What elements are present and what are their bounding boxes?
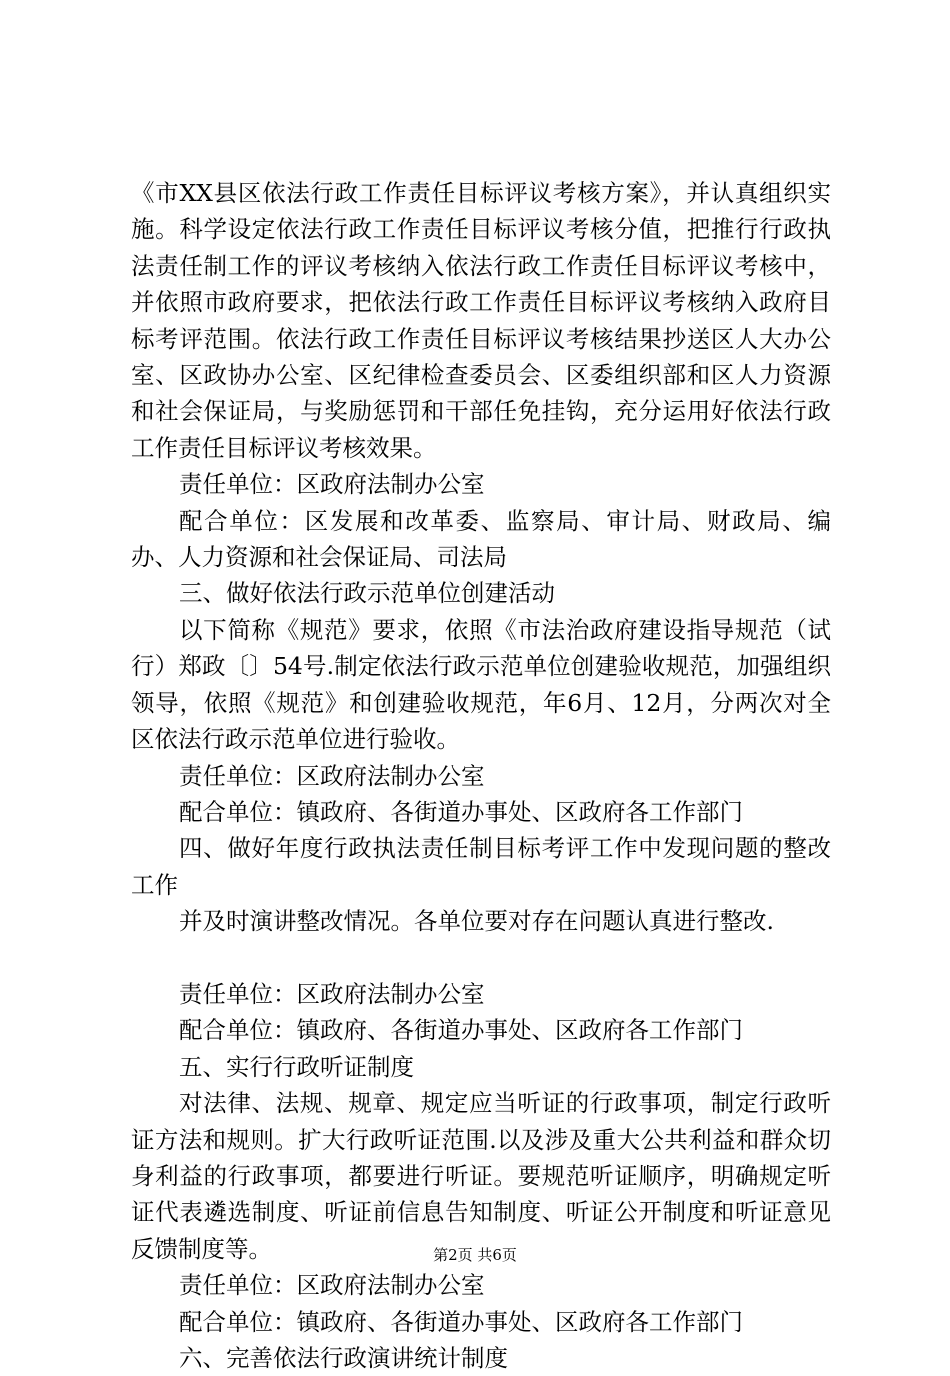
paragraph-demonstration-units: 以下简称《规范》要求，依照《市法治政府建设指导规范（试行）郑政〔〕54号.制定依法行政示范单位创建验收规范，加强组织领导，依照《规范》和创建验收规范，年6月、12月，分两次对全区依法行政示范单位进行验收。	[131, 615, 831, 754]
cooperating-units-3: 配合单位：镇政府、各街道办事处、区政府各工作部门	[179, 1016, 743, 1045]
responsible-unit-1: 责任单位：区政府法制办公室	[179, 470, 485, 499]
page-number-footer: 第2页 共6页	[433, 1246, 517, 1264]
section-heading-4: 四、做好年度行政执法责任制目标考评工作中发现问题的整改工作	[131, 834, 831, 899]
section-heading-5: 五、实行行政听证制度	[179, 1052, 414, 1081]
section-heading-3: 三、做好依法行政示范单位创建活动	[179, 579, 555, 608]
responsible-unit-3: 责任单位：区政府法制办公室	[179, 979, 485, 1008]
cooperating-units-2: 配合单位：镇政府、各街道办事处、区政府各工作部门	[179, 797, 743, 826]
responsible-unit-2: 责任单位：区政府法制办公室	[179, 761, 485, 790]
cooperating-units-1: 配合单位：区发展和改革委、监察局、审计局、财政局、编办、人力资源和社会保证局、司法局	[131, 506, 831, 572]
document-body	[131, 175, 831, 1376]
paragraph-hearing-system: 对法律、法规、规章、规定应当听证的行政事项，制定行政听证方法和规则。扩大行政听证范围.以及涉及重大公共利益和群众切身利益的行政事项，都要进行听证。要规范听证顺序，明确规定听证代表遴选制度、听证前信息告知制度、听证公开制度和听证意见反馈制度等。	[131, 1089, 831, 1263]
paragraph-rectification: 并及时演讲整改情况。各单位要对存在问题认真进行整改.	[179, 907, 774, 936]
responsible-unit-4: 责任单位：区政府法制办公室	[179, 1271, 485, 1300]
blank-line	[131, 940, 831, 976]
cooperating-units-4: 配合单位：镇政府、各街道办事处、区政府各工作部门	[179, 1307, 743, 1336]
paragraph-assessment-plan: 《市XX县区依法行政工作责任目标评议考核方案》，并认真组织实施。科学设定依法行政工作责任目标评议考核分值，把推行行政执法责任制工作的评议考核纳入依法行政工作责任目标评议考核中，并依照市政府要求，把依法行政工作责任目标评议考核纳入政府目标考评范围。依法行政工作责任目标评议考核结果抄送区人大办公室、区政协办公室、区纪律检查委员会、区委组织部和区人力资源和社会保证局，与奖励惩罚和干部任免挂钩，充分运用好依法行政工作责任目标评议考核效果。	[131, 179, 831, 462]
section-heading-6: 六、完善依法行政演讲统计制度	[179, 1343, 508, 1372]
